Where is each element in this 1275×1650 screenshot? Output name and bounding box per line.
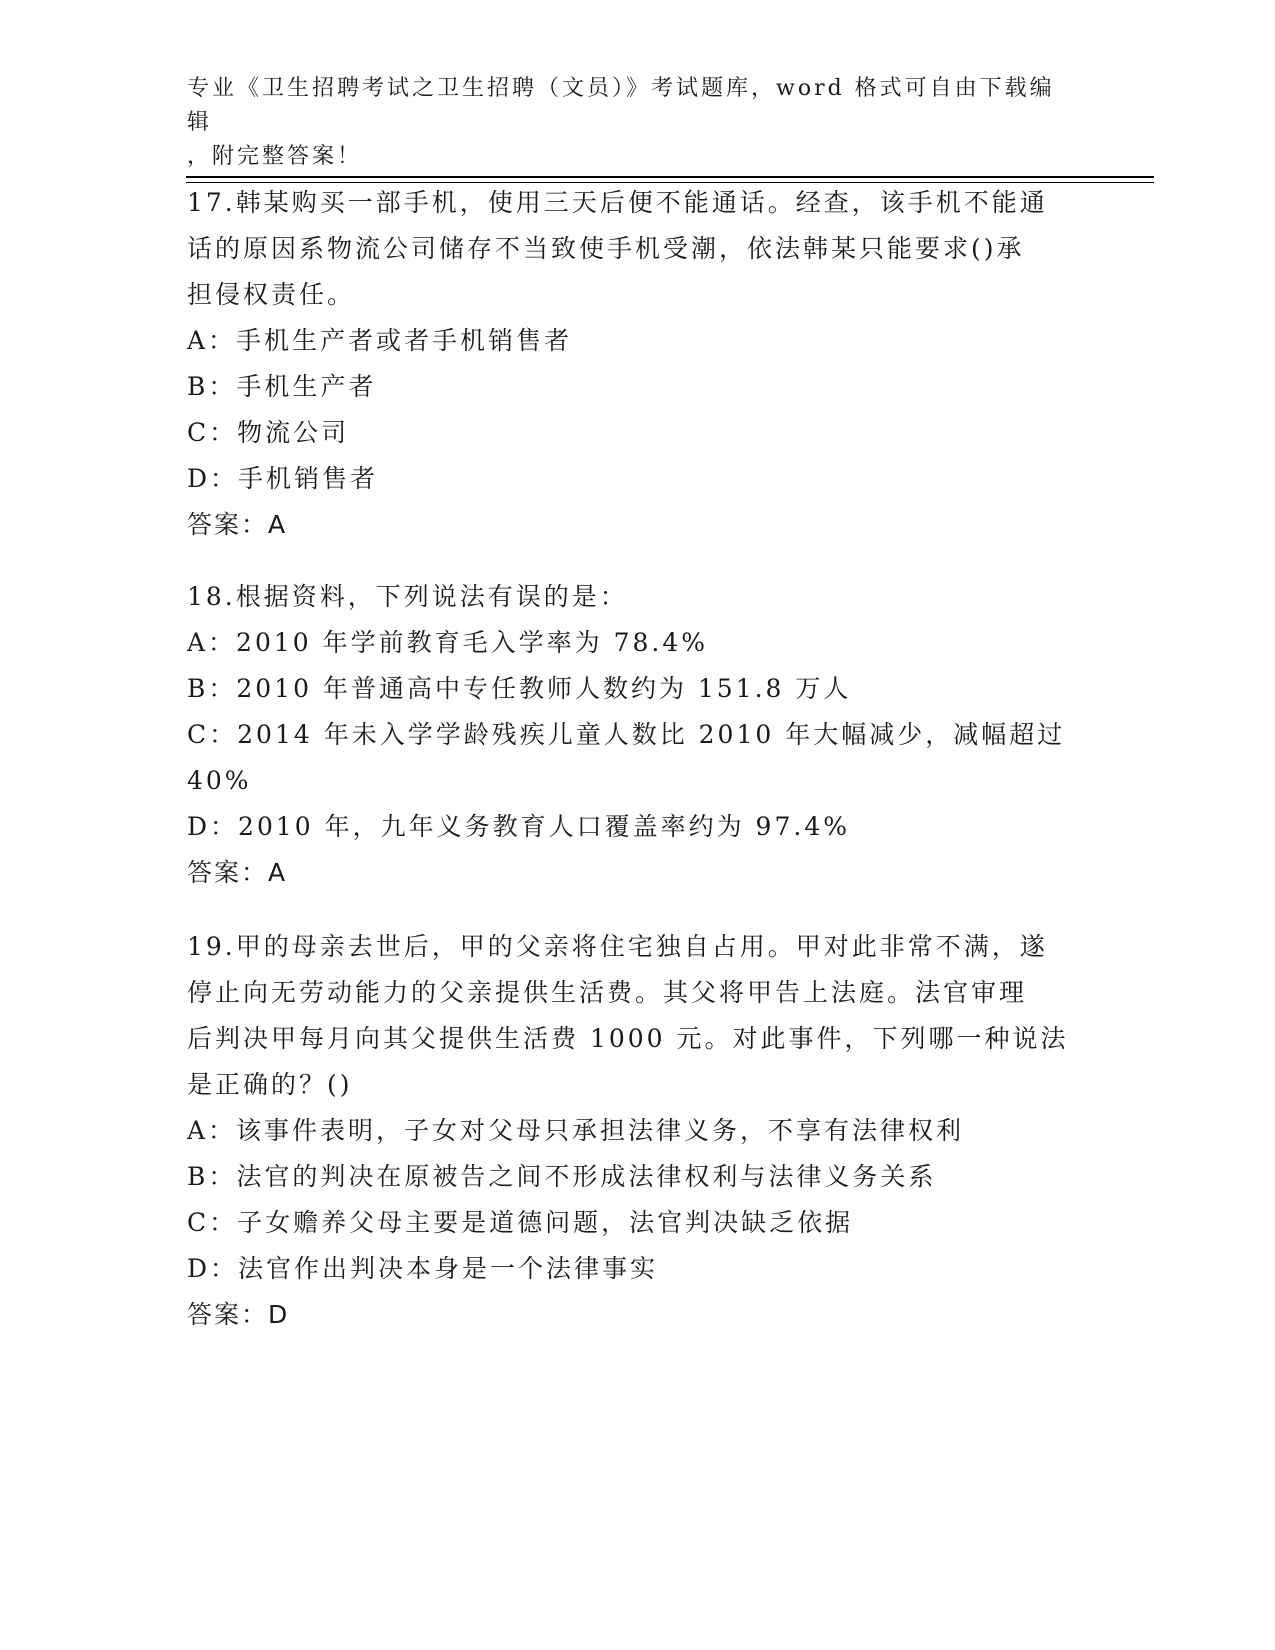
- question-stem: [187, 924, 1087, 1108]
- answer-label: 答案：A: [187, 510, 288, 539]
- option-c-continued: 40%: [187, 766, 252, 795]
- option-a: A：2010 年学前教育毛入学率为 78.4%: [187, 628, 708, 657]
- question-17: [187, 180, 1087, 548]
- document-header: [187, 72, 1067, 174]
- header-line-1: 专业《卫生招聘考试之卫生招聘（文员）》考试题库，word 格式可自由下载编辑: [187, 76, 1055, 135]
- stem-line: 是正确的？(): [187, 1070, 353, 1099]
- stem-line: 后判决甲每月向其父提供生活费 1000 元。对此事件，下列哪一种说法: [187, 1024, 1069, 1053]
- answer-label: 答案：D: [187, 1300, 290, 1329]
- question-18: [187, 574, 1087, 896]
- stem-line: 担侵权责任。: [187, 280, 356, 309]
- question-stem: [187, 180, 1087, 318]
- option-d: D：2010 年，九年义务教育人口覆盖率约为 97.4%: [187, 812, 850, 841]
- option-d: D：手机销售者: [187, 464, 379, 493]
- question-stem: [187, 574, 1087, 620]
- option-b: B：2010 年普通高中专任教师人数约为 151.8 万人: [187, 674, 852, 703]
- option-d: D：法官作出判决本身是一个法律事实: [187, 1254, 659, 1283]
- header-line-2: ，附完整答案！: [187, 144, 363, 169]
- stem-line: 19.甲的母亲去世后，甲的父亲将住宅独自占用。甲对此非常不满，遂: [187, 932, 1048, 961]
- stem-line: 停止向无劳动能力的父亲提供生活费。其父将甲告上法庭。法官审理: [187, 978, 1028, 1007]
- option-a: A：该事件表明，子女对父母只承担法律义务，不享有法律权利: [187, 1116, 965, 1145]
- stem-line: 17.韩某购买一部手机，使用三天后便不能通话。经查，该手机不能通: [187, 188, 1048, 217]
- option-b: B：手机生产者: [187, 372, 377, 401]
- stem-line: 话的原因系物流公司储存不当致使手机受潮，依法韩某只能要求()承: [187, 234, 1025, 263]
- option-b: B：法官的判决在原被告之间不形成法律权利与法律义务关系: [187, 1162, 937, 1191]
- option-c: C：2014 年未入学学龄残疾儿童人数比 2010 年大幅减少，减幅超过: [187, 720, 1066, 749]
- answer-label: 答案：A: [187, 858, 288, 887]
- stem-line: 18.根据资料，下列说法有误的是：: [187, 582, 628, 611]
- option-c: C：子女赡养父母主要是道德问题，法官判决缺乏依据: [187, 1208, 854, 1237]
- option-a: A：手机生产者或者手机销售者: [187, 326, 573, 355]
- option-c: C：物流公司: [187, 418, 350, 447]
- header-divider-thick: [186, 176, 1154, 178]
- question-19: [187, 924, 1087, 1338]
